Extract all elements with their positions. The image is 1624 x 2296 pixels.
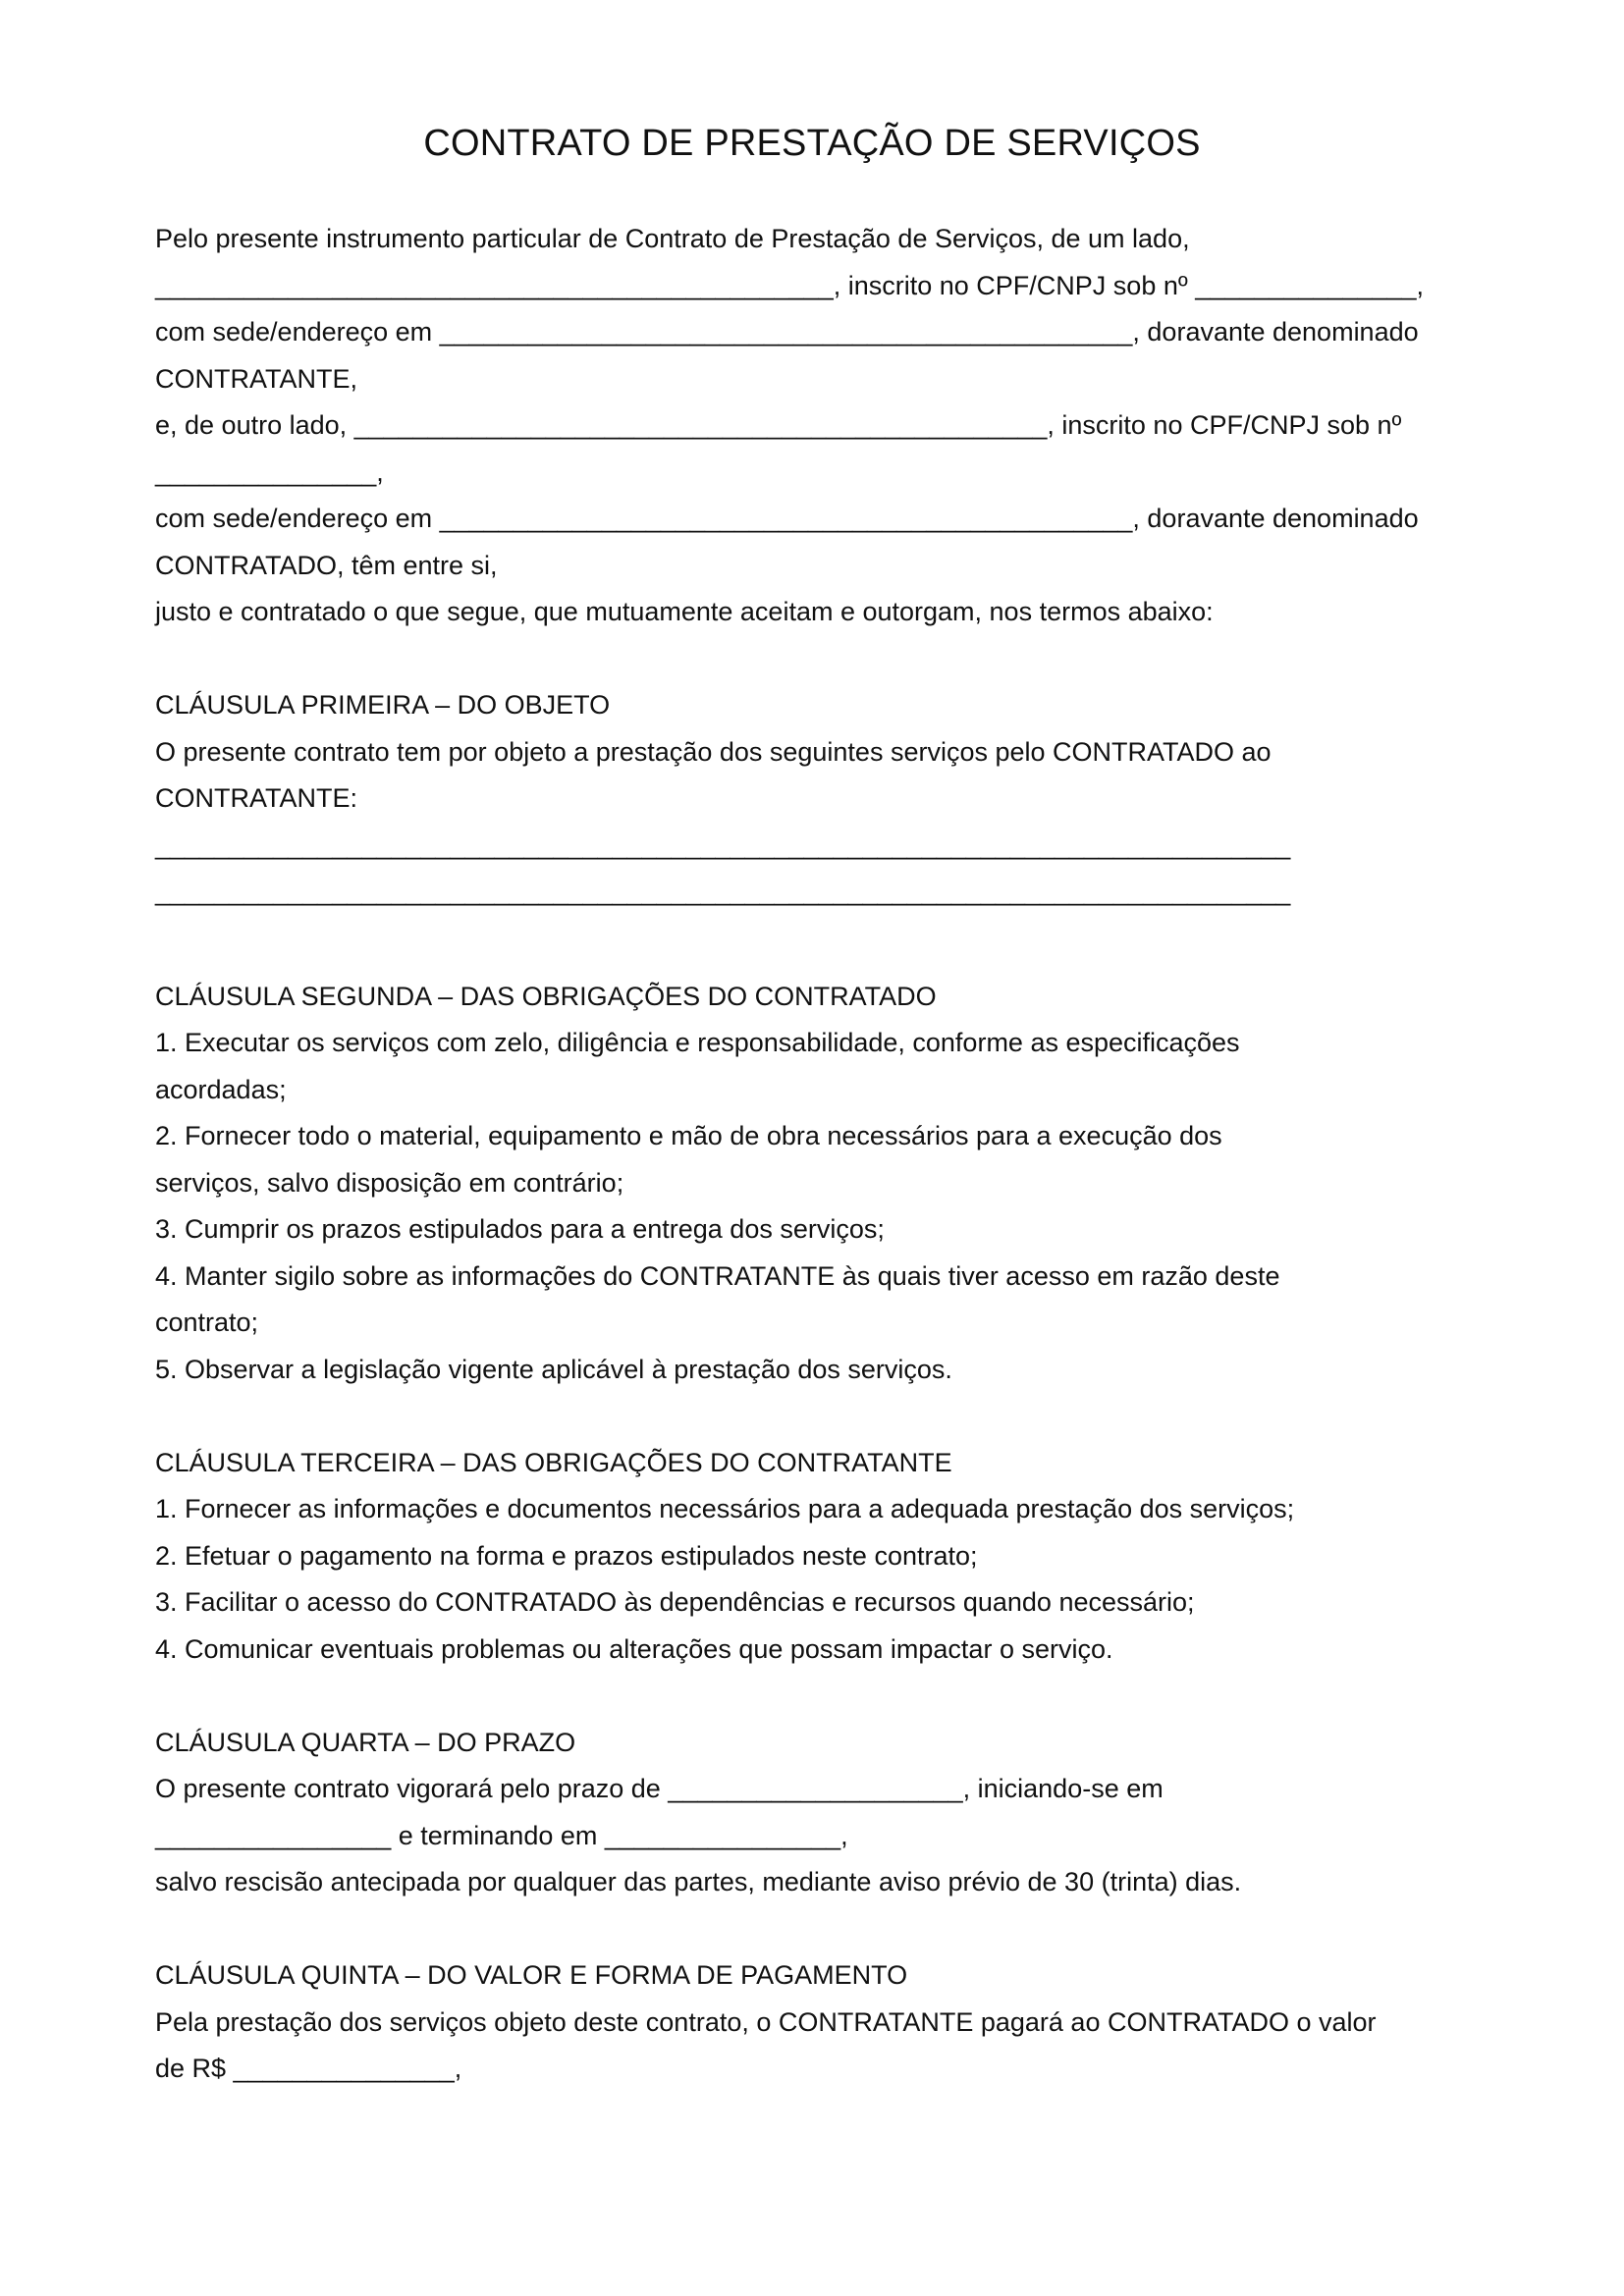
spacer: [155, 1906, 1530, 1953]
intro-line-8: CONTRATADO, têm entre si,: [155, 550, 498, 580]
clause-2-heading: CLÁUSULA SEGUNDA – DAS OBRIGAÇÕES DO CONTRATADO: [155, 981, 937, 1011]
clause-2-line: serviços, salvo disposição em contrário;: [155, 1167, 624, 1198]
intro-line-2: ______________________________________________, inscrito no CPF/CNPJ sob nº _______________,: [155, 270, 1424, 300]
document-body: [155, 216, 1530, 2093]
spacer: [155, 636, 1530, 683]
intro-line-6: _______________,: [155, 456, 384, 487]
clause-1-blank-line: _____________________________________________________________________________: [155, 877, 1291, 906]
clause-2-line: 1. Executar os serviços com zelo, diligência e responsabilidade, conforme as especificações: [155, 1028, 1240, 1057]
intro-line-3: com sede/endereço em _______________________________________________, doravante denominado: [155, 317, 1419, 347]
clause-3-heading: CLÁUSULA TERCEIRA – DAS OBRIGAÇÕES DO CONTRATANTE: [155, 1447, 952, 1477]
clause-5-heading: CLÁUSULA QUINTA – DO VALOR E FORMA DE PAGAMENTO: [155, 1960, 908, 1990]
clause-3-line: 3. Facilitar o acesso do CONTRATADO às dependências e recursos quando necessário;: [155, 1587, 1195, 1617]
clause-1-line: CONTRATANTE:: [155, 783, 357, 813]
clause-3-line: 2. Efetuar o pagamento na forma e prazos estipulados neste contrato;: [155, 1540, 978, 1571]
clause-2-line: 3. Cumprir os prazos estipulados para a entrega dos serviços;: [155, 1214, 885, 1244]
clause-4-line: salvo rescisão antecipada por qualquer das partes, mediante aviso prévio de 30 (trinta) dias.: [155, 1867, 1242, 1896]
clause-1-heading: CLÁUSULA PRIMEIRA – DO OBJETO: [155, 690, 611, 720]
document-title: CONTRATO DE PRESTAÇÃO DE SERVIÇOS: [423, 123, 1201, 164]
clause-2-line: 4. Manter sigilo sobre as informações do CONTRATANTE às quais tiver acesso em razão deste: [155, 1260, 1280, 1291]
clause-1-blank-line: _____________________________________________________________________________: [155, 829, 1291, 860]
clause-3-line: 1. Fornecer as informações e documentos necessários para a adequada prestação dos serviços;: [155, 1494, 1295, 1523]
intro-line-9: justo e contratado o que segue, que mutuamente aceitam e outorgam, nos termos abaixo:: [155, 597, 1214, 626]
spacer: [155, 1393, 1530, 1440]
clause-3-line: 4. Comunicar eventuais problemas ou alterações que possam impactar o serviço.: [155, 1633, 1113, 1664]
intro-line-1: Pelo presente instrumento particular de Contrato de Prestação de Serviços, de um lado,: [155, 224, 1190, 253]
intro-line-4: CONTRATANTE,: [155, 363, 357, 394]
spacer: [155, 916, 1530, 974]
intro-line-7: com sede/endereço em _______________________________________________, doravante denominado: [155, 504, 1419, 533]
clause-4-line: O presente contrato vigorará pelo prazo de ____________________, iniciando-se em: [155, 1774, 1164, 1803]
intro-line-5: e, de outro lado, _______________________________________________, inscrito no CPF/CNPJ sob nº: [155, 410, 1402, 440]
clause-2-line: 2. Fornecer todo o material, equipamento e mão de obra necessários para a execução dos: [155, 1121, 1222, 1150]
clause-5-line: de R$ _______________,: [155, 2054, 462, 2083]
clause-5-line: Pela prestação dos serviços objeto deste contrato, o CONTRATANTE pagará ao CONTRATADO o valor: [155, 2006, 1377, 2037]
clause-2-line: 5. Observar a legislação vigente aplicável à prestação dos serviços.: [155, 1354, 952, 1384]
clause-4-heading: CLÁUSULA QUARTA – DO PRAZO: [155, 1727, 576, 1757]
clause-1-line: O presente contrato tem por objeto a prestação dos seguintes serviços pelo CONTRATADO ao: [155, 736, 1272, 767]
clause-2-line: contrato;: [155, 1308, 259, 1337]
clause-2-line: acordadas;: [155, 1074, 287, 1104]
spacer: [155, 1673, 1530, 1720]
clause-4-line: ________________ e terminando em ________________,: [155, 1820, 848, 1850]
